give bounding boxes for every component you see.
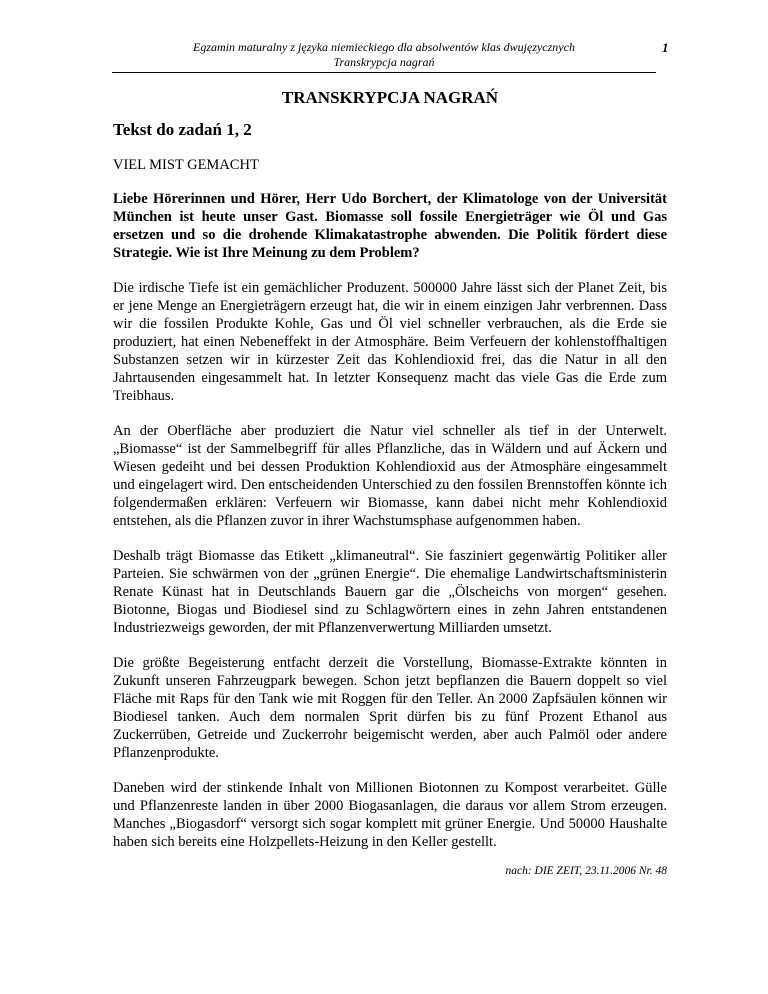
- header-subtitle: Transkrypcja nagrań: [333, 55, 435, 69]
- source-citation: nach: DIE ZEIT, 23.11.2006 Nr. 48: [505, 865, 667, 877]
- header-divider: [112, 72, 656, 73]
- paragraph-2: An der Oberfläche aber produziert die Natur viel schneller als tief in der Unterwelt. „Biomasse“ ist der Sammelbegriff für alles Pflanzliche, das in Wäldern und auf Äckern und Wiesen gedeiht und bei dessen Produktion Kohlendioxid aus der Atmosphäre eingesammelt und eingelagert wird. Den entscheidenden Unterschied zu den fossilen Brennstoffen könnte ich folgendermaßen erklären: Verfeuern wir Biomasse, kann dabei nicht mehr Kohlendioxid entstehen, als die Pflanzen zuvor in ihrer Wachstumsphase aufgenommen haben.: [113, 423, 667, 529]
- page-number: 1: [662, 40, 669, 55]
- intro-paragraph: Liebe Hörerinnen und Hörer, Herr Udo Borchert, der Klimatologe von der Universität München ist heute unser Gast. Biomasse soll fossile Energieträger wie Öl und Gas ersetzen und so die drohende Klimakatastrophe abwenden. Die Politik fördert diese Strategie. Wie ist Ihre Meinung zu dem Problem?: [113, 191, 667, 261]
- page-header: [112, 40, 656, 70]
- header-exam-title: Egzamin maturalny z języka niemieckiego dla absolwentów klas dwujęzycznych: [193, 40, 575, 54]
- document-body: [113, 88, 667, 879]
- paragraph-5: Daneben wird der stinkende Inhalt von Millionen Biotonnen zu Kompost verarbeitet. Gülle und Pflanzenreste landen in über 2000 Biogasanlagen, die daraus vor allem Strom erzeugen. Manches „Biogasdorf“ versorgt sich sogar komplett mit grüner Energie. Und 50000 Haushalte haben sich bereits eine Holzpellets-Heizung in den Keller gestellt.: [113, 780, 667, 850]
- section-heading: Tekst do zadań 1, 2: [113, 120, 252, 139]
- paragraph-4: Die größte Begeisterung entfacht derzeit die Vorstellung, Biomasse-Extrakte könnten in Zukunft unseren Fahrzeugpark bewegen. Schon jetzt bepflanzen die Bauern doppelt so viel Fläche mit Raps für den Tank wie mit Roggen für den Teller. An 2000 Zapfsäulen können wir Biodiesel tanken. Auch dem normalen Sprit dürfen bis zu fünf Prozent Ethanol aus Zuckerrüben, Getreide und Zuckerrohr beigemischt werden, aber auch Palmöl oder andere Pflanzenprodukte.: [113, 655, 667, 761]
- text-title: VIEL MIST GEMACHT: [113, 157, 259, 173]
- paragraph-1: Die irdische Tiefe ist ein gemächlicher Produzent. 500000 Jahre lässt sich der Planet Zeit, bis er jene Menge an Energieträgern erzeugt hat, die wir in einem einzigen Jahr verbrennen. Dass wir die fossilen Produkte Kohle, Gas und Öl viel schneller verbrauchen, als die Erde sie produziert, hat einen Nebeneffekt in der Atmosphäre. Beim Verfeuern der kohlenstoffhaltigen Substanzen setzen wir in kürzester Zeit das Kohlendioxid frei, das die Natur in all den Jahrtausenden eingesammelt hat. In letzter Konsequenz macht das viele Gas die Erde zum Treibhaus.: [113, 280, 667, 404]
- paragraph-3: Deshalb trägt Biomasse das Etikett „klimaneutral“. Sie fasziniert gegenwärtig Politiker aller Parteien. Sie schwärmen von der „grünen Energie“. Die ehemalige Landwirtschaftsministerin Renate Künast hat in Deutschlands Bauern gar die „Ölscheichs von morgen“ gesehen. Biotonne, Biogas und Biodiesel sind zu Schlagwörtern eines in zehn Jahren entstandenen Industriezweigs geworden, der mit Pflanzenverwertung Milliarden umsetzt.: [113, 548, 667, 636]
- document-title: TRANSKRYPCJA NAGRAŃ: [281, 88, 499, 107]
